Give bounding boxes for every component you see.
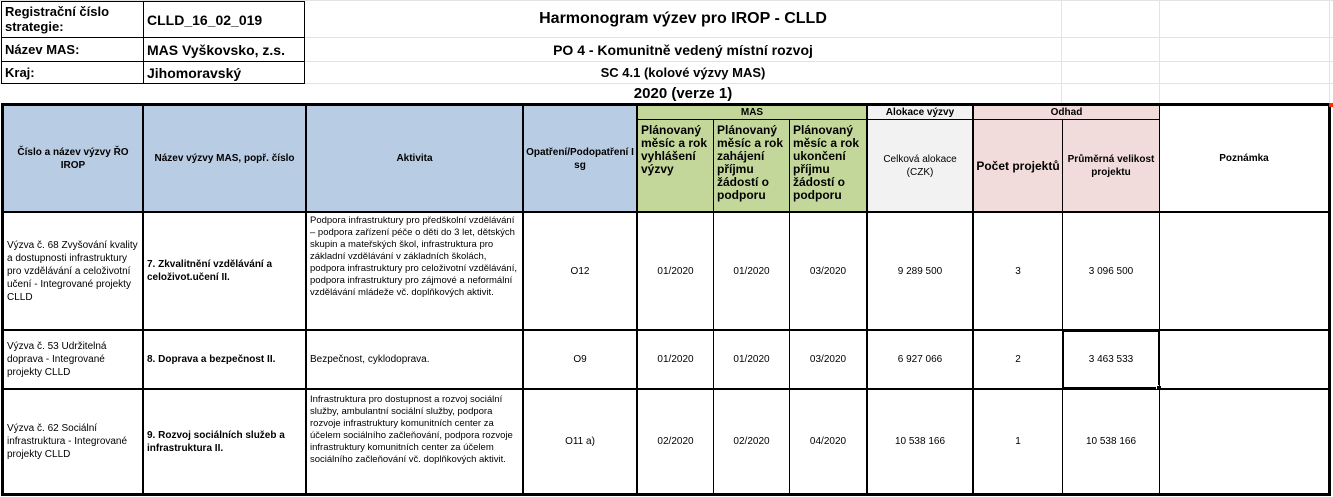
header-planned-end[interactable]: Plánovaný měsíc a rok ukončení příjmu žádostí o podporu: [789, 119, 867, 212]
header-note[interactable]: Poznámka: [1159, 105, 1329, 212]
table-row-project-count[interactable]: 3: [973, 212, 1063, 330]
table-row-end[interactable]: 03/2020: [789, 212, 867, 330]
table-row-project-count[interactable]: 2: [973, 330, 1063, 389]
registration-number-value[interactable]: CLLD_16_02_019: [143, 1, 305, 38]
table-row-call-number[interactable]: Výzva č. 68 Zvyšování kvality a dostupnosti infrastruktury pro vzdělávání a celoživotní učení - Integrované projekty CLLD: [3, 212, 143, 330]
table-row-end[interactable]: 03/2020: [789, 330, 867, 389]
group-header-allocation: Alokace výzvy: [867, 105, 973, 120]
mas-name-label: Název MAS:: [1, 37, 144, 62]
page-title: Harmonogram výzev pro IROP - CLLD: [539, 10, 827, 27]
table-row-announcement[interactable]: 01/2020: [637, 330, 714, 389]
table-row-start[interactable]: 01/2020: [713, 330, 790, 389]
table-row-activity[interactable]: Infrastruktura pro dostupnost a rozvoj sociální služby, ambulantní sociální služby, podpora rozvoje infrastruktury komunitních center za účelem sociálního začleňování, podpora rozvoje infrastruktury komunitních center za účelem sociálního začleňování vč. doplňkových aktivit.: [306, 389, 523, 494]
table-row-activity[interactable]: Bezpečnost, cyklodoprava.: [306, 330, 523, 389]
table-row-announcement[interactable]: 01/2020: [637, 212, 714, 330]
table-row-call-number[interactable]: Výzva č. 53 Udržitelná doprava - Integrované projekty CLLD: [3, 330, 143, 389]
header-project-count[interactable]: Počet projektů: [973, 119, 1063, 212]
header-call-number[interactable]: Číslo a název výzvy ŘO IROP: [3, 105, 143, 212]
header-activity[interactable]: Aktivita: [306, 105, 523, 212]
table-row-note[interactable]: [1159, 330, 1329, 389]
year-version-title: 2020 (verze 1): [633, 85, 733, 102]
header-measure[interactable]: Opatření/Podopatření Isg: [523, 105, 637, 212]
header-planned-announcement[interactable]: Plánovaný měsíc a rok vyhlášení výzvy: [637, 119, 714, 212]
table-row-measure[interactable]: O9: [523, 330, 637, 389]
table-row-avg-size-selected[interactable]: 3 463 533: [1062, 330, 1160, 389]
header-mas-call-name[interactable]: Název výzvy MAS, popř. číslo: [143, 105, 306, 212]
region-value[interactable]: Jihomoravský: [143, 61, 305, 84]
table-row-mas-call-name[interactable]: 9. Rozvoj sociálních služeb a infrastruktura II.: [143, 389, 306, 494]
region-label: Kraj:: [1, 61, 144, 84]
table-row-allocation[interactable]: 9 289 500: [867, 212, 973, 330]
mas-name-value[interactable]: MAS Vyškovsko, z.s.: [143, 37, 305, 62]
table-row-measure[interactable]: O12: [523, 212, 637, 330]
priority-axis-subtitle: PO 4 - Komunitně vedený místní rozvoj: [553, 41, 813, 58]
registration-number-label: Registrační číslo strategie:: [1, 1, 144, 38]
table-row-avg-size[interactable]: 10 538 166: [1062, 389, 1160, 494]
table-row-call-number[interactable]: Výzva č. 62 Sociální infrastruktura - Integrované projekty CLLD: [3, 389, 143, 494]
table-row-note[interactable]: [1159, 389, 1329, 494]
table-row-note[interactable]: [1159, 212, 1329, 330]
table-row-measure[interactable]: O11 a): [523, 389, 637, 494]
table-row-allocation[interactable]: 10 538 166: [867, 389, 973, 494]
header-avg-project-size[interactable]: Průměrná velikost projektu: [1062, 119, 1160, 212]
table-row-end[interactable]: 04/2020: [789, 389, 867, 494]
table-row-avg-size[interactable]: 3 096 500: [1062, 212, 1160, 330]
sheet-edge-marker: [1329, 103, 1333, 107]
table-row-allocation[interactable]: 6 927 066: [867, 330, 973, 389]
table-row-project-count[interactable]: 1: [973, 389, 1063, 494]
group-header-mas: MAS: [637, 105, 867, 120]
table-row-start[interactable]: 02/2020: [713, 389, 790, 494]
header-total-allocation[interactable]: Celková alokace (CZK): [867, 119, 973, 212]
specific-objective-subtitle: SC 4.1 (kolové výzvy MAS): [600, 65, 766, 80]
table-row-announcement[interactable]: 02/2020: [637, 389, 714, 494]
group-header-estimate: Odhad: [973, 105, 1160, 120]
table-row-mas-call-name[interactable]: 8. Doprava a bezpečnost II.: [143, 330, 306, 389]
header-planned-start[interactable]: Plánovaný měsíc a rok zahájení příjmu žádostí o podporu: [713, 119, 790, 212]
table-row-start[interactable]: 01/2020: [713, 212, 790, 330]
table-row-activity[interactable]: Podpora infrastruktury pro předškolní vzdělávání – podpora zařízení péče o děti do 3 let, dětských skupin a mateřských škol, infrastruktura pro základní vzdělávání v základních školách, podpora infrastruktury pro celoživotní vzdělávání, podpora infrastruktury pro zájmové a neformální vzdělávání mládeže vč. doplňkových aktivit.: [306, 212, 523, 330]
table-row-mas-call-name[interactable]: 7. Zkvalitnění vzdělávání a celoživot.učení II.: [143, 212, 306, 330]
